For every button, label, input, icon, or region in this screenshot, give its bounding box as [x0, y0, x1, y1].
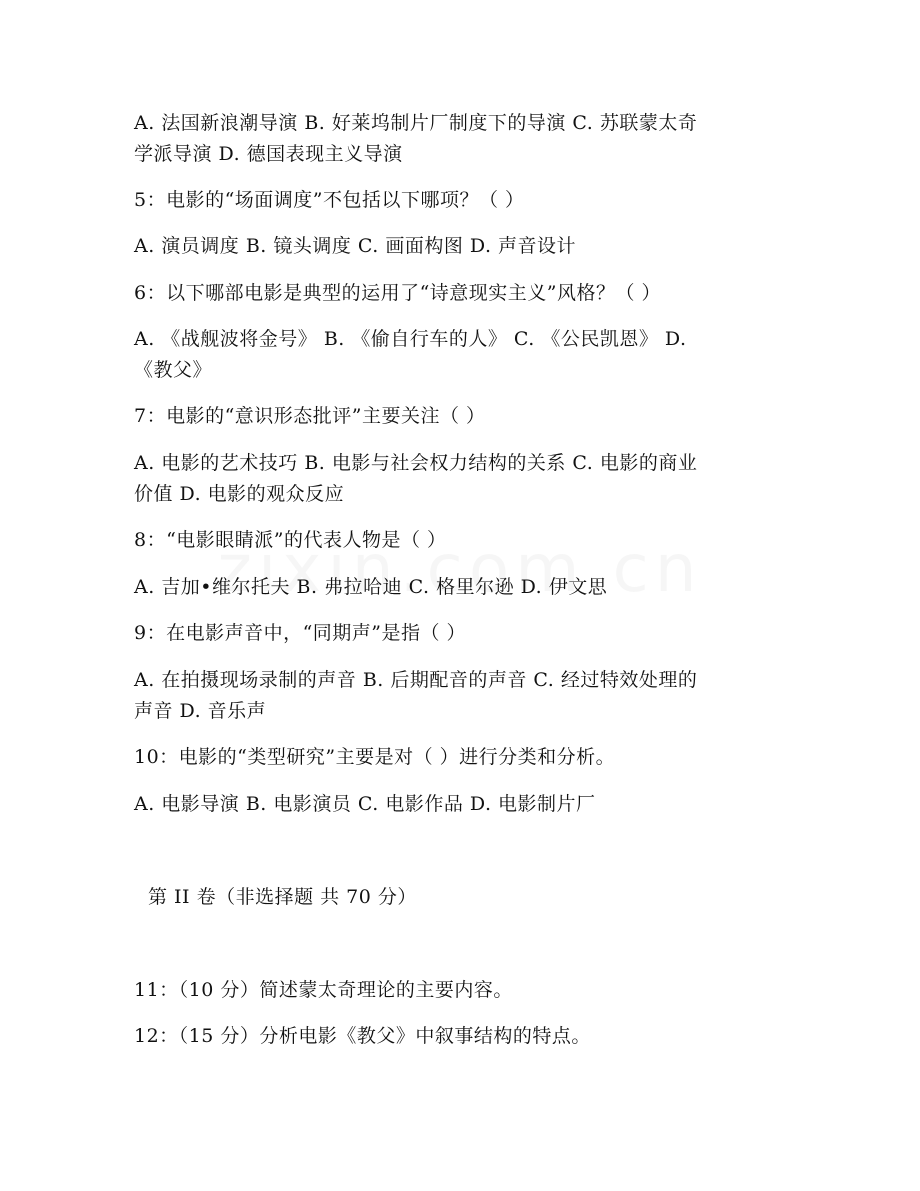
question-10: 10：电影的“类型研究”主要是对（ ）进行分类和分析。 — [134, 746, 616, 768]
question-7: 7：电影的“意识形态批评”主要关注（ ） — [134, 405, 486, 427]
question-8: 8：“电影眼睛派”的代表人物是（ ） — [134, 529, 447, 551]
question-11: 11：（10 分）简述蒙太奇理论的主要内容。 — [134, 979, 513, 1001]
question-9: 9：在电影声音中，“同期声”是指（ ） — [134, 622, 467, 644]
question-5-options: A. 演员调度 B. 镜头调度 C. 画面构图 D. 声音设计 — [134, 235, 577, 257]
question-6-options-line-2: 《教父》 — [134, 359, 213, 381]
question-10-options: A. 电影导演 B. 电影演员 C. 电影作品 D. 电影制片厂 — [134, 793, 596, 815]
question-4-options-line-1: A. 法国新浪潮导演 B. 好莱坞制片厂制度下的导演 C. 苏联蒙太奇 — [134, 112, 698, 134]
question-7-options-line-1: A. 电影的艺术技巧 B. 电影与社会权力结构的关系 C. 电影的商业 — [134, 452, 698, 474]
question-8-options: A. 吉加•维尔托夫 B. 弗拉哈迪 C. 格里尔逊 D. 伊文思 — [134, 576, 608, 598]
question-5: 5：电影的“场面调度”不包括以下哪项？（ ） — [134, 189, 525, 211]
section-2-heading: 第 II 卷（非选择题 共 70 分） — [148, 886, 417, 908]
question-9-options-line-1: A. 在拍摄现场录制的声音 B. 后期配音的声音 C. 经过特效处理的 — [134, 669, 698, 691]
question-12: 12：（15 分）分析电影《教父》中叙事结构的特点。 — [134, 1025, 591, 1047]
question-9-options-line-2: 声音 D. 音乐声 — [134, 700, 267, 722]
question-4-options-line-2: 学派导演 D. 德国表现主义导演 — [134, 143, 403, 165]
question-7-options-line-2: 价值 D. 电影的观众反应 — [134, 483, 345, 505]
question-6: 6：以下哪部电影是典型的运用了“诗意现实主义”风格？（ ） — [134, 282, 662, 304]
question-6-options-line-1: A. 《战舰波将金号》 B. 《偷自行车的人》 C. 《公民凯恩》 D. — [134, 328, 687, 350]
